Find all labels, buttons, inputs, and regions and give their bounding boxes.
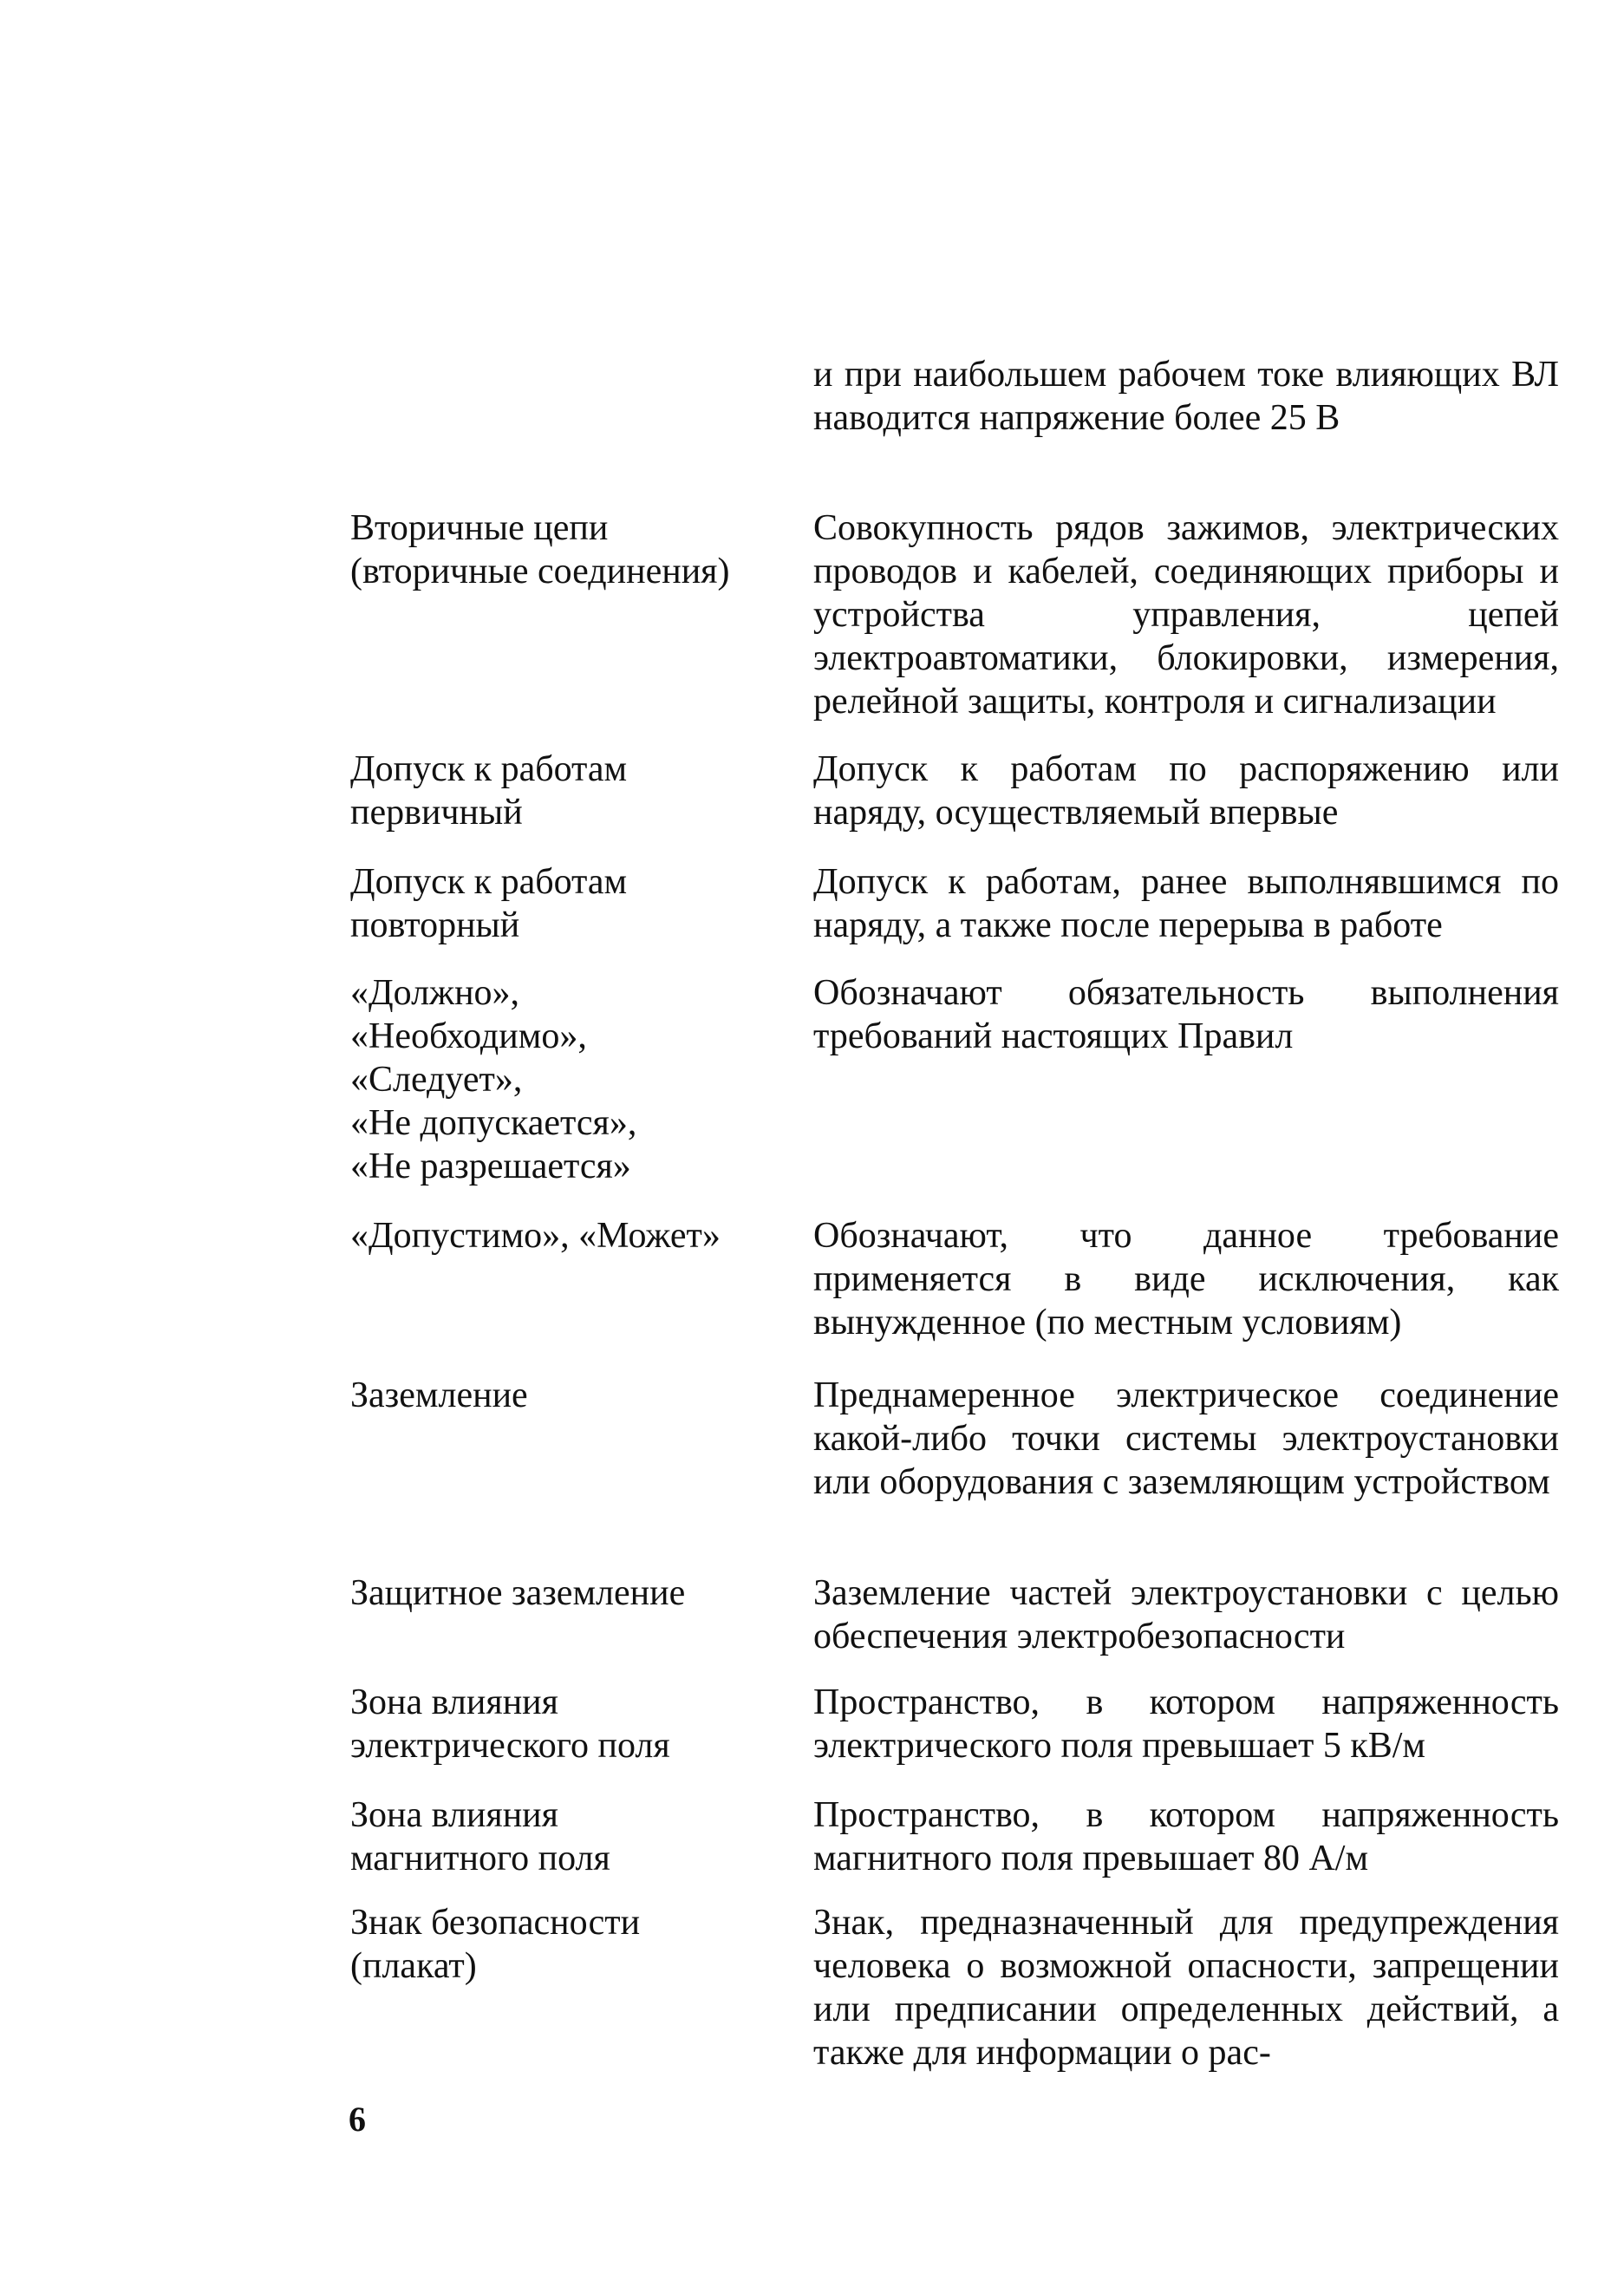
term-safety-sign: Знак безопасности (плакат) (350, 1903, 641, 1986)
term-primary-work-admission: Допуск к работам первичный (350, 749, 628, 833)
term-permissive-words: «Допустимо», «Может» (350, 1216, 721, 1256)
term-protective-grounding: Защитное заземление (350, 1573, 686, 1613)
term-repeat-work-admission: Допуск к работам повторный (350, 862, 628, 945)
term-electric-field-zone: Зона влияния электрического поля (350, 1682, 670, 1766)
definition-electric-field-zone: Пространство, в котором напряженность электрического поля превышает 5 кВ/м (813, 1682, 1559, 1766)
definition-mandatory-words: Обозначают обязательность выполнения требований настоящих Правил (813, 973, 1559, 1056)
definition-safety-sign: Знак, предназначенный для предупреждения человека о возможной опасности, запрещении или предписании определенных действий, а также для информации о рас- (813, 1903, 1559, 2073)
definition-magnetic-field-zone: Пространство, в котором напряженность магнитного поля превышает 80 А/м (813, 1795, 1559, 1878)
term-secondary-circuits: Вторичные цепи (вторичные соединения) (350, 508, 730, 591)
term-magnetic-field-zone: Зона влияния магнитного поля (350, 1795, 610, 1878)
page-number: 6 (349, 2100, 366, 2139)
term-mandatory-words: «Должно», «Необходимо», «Следует», «Не допускается», «Не разрешается» (350, 973, 637, 1186)
term-grounding: Заземление (350, 1375, 528, 1415)
definition-continuation: и при наибольшем рабочем токе влияющих ВЛ наводится напряжение более 25 В (813, 355, 1559, 438)
definition-permissive-words: Обозначают, что данное требование применяется в виде исключения, как вынужденное (по местным условиям) (813, 1216, 1559, 1343)
definition-grounding: Преднамеренное электрическое соединение какой-либо точки системы электроустановки или оборудования с заземляющим устройством (813, 1375, 1559, 1502)
definition-protective-grounding: Заземление частей электроустановки с целью обеспечения электробезопасности (813, 1573, 1559, 1656)
definition-secondary-circuits: Совокупность рядов зажимов, электрических проводов и кабелей, соединяющих приборы и устройства управления, цепей электроавтоматики, блокировки, измерения, релейной защиты, контроля и сигнализации (813, 508, 1559, 722)
definition-repeat-work-admission: Допуск к работам, ранее выполнявшимся по наряду, а также после перерыва в работе (813, 862, 1559, 945)
definition-primary-work-admission: Допуск к работам по распоряжению или наряду, осуществляемый впервые (813, 749, 1559, 833)
